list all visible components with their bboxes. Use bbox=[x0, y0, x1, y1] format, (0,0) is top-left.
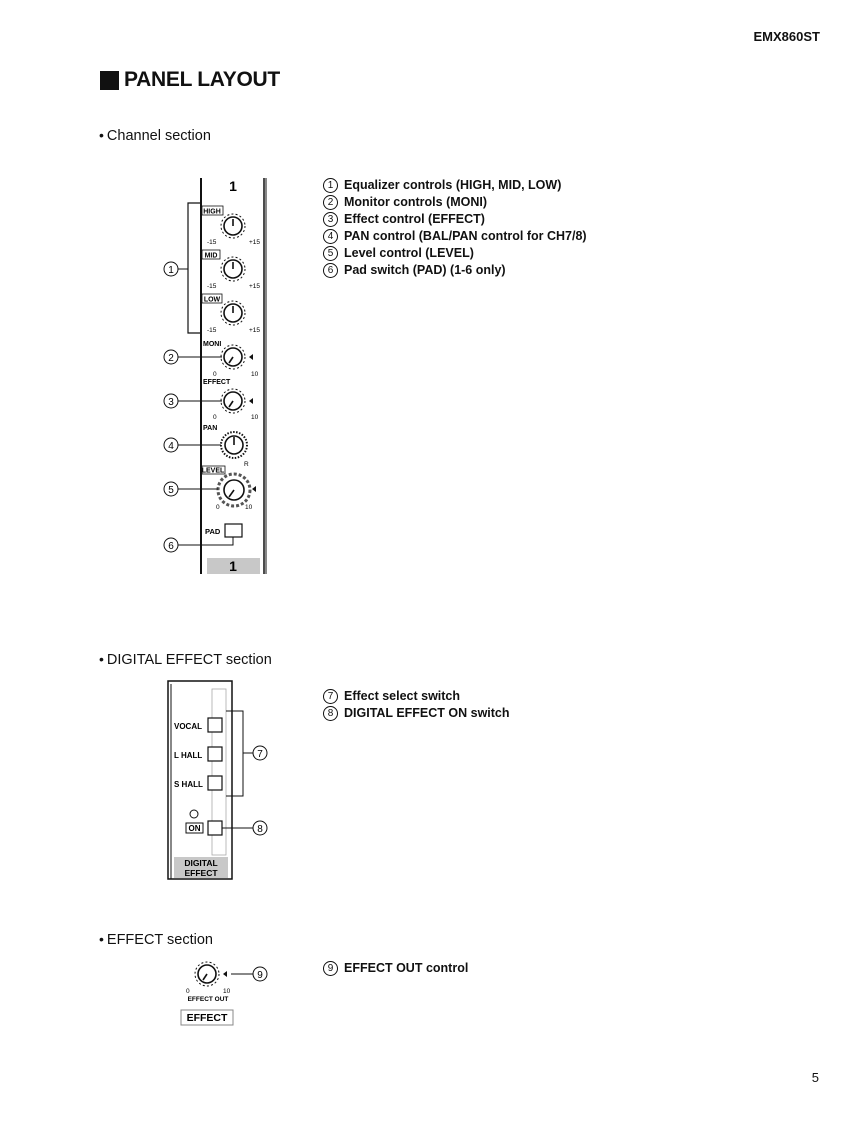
eq-mid-max: +15 bbox=[249, 283, 261, 290]
callout-1: 1 bbox=[168, 265, 174, 276]
level-label: LEVEL bbox=[201, 467, 225, 475]
eq-mid-knob[interactable] bbox=[202, 250, 260, 290]
callout-9: 9 bbox=[257, 970, 263, 981]
moni-knob[interactable] bbox=[203, 341, 259, 378]
model-name: EMX860ST bbox=[753, 29, 820, 44]
moni-min: 0 bbox=[213, 371, 217, 378]
effect-callouts bbox=[253, 967, 267, 981]
callout-4: 4 bbox=[168, 441, 174, 452]
eq-low-max: +15 bbox=[249, 327, 261, 334]
page-number: 5 bbox=[811, 1070, 819, 1085]
s-hall-switch[interactable] bbox=[174, 776, 222, 790]
s-hall-label: S HALL bbox=[174, 780, 203, 789]
pan-knob[interactable] bbox=[203, 425, 249, 468]
pad-label: PAD bbox=[205, 527, 221, 536]
pan-label: PAN bbox=[203, 425, 218, 432]
desc-item-8: 8 DIGITAL EFFECT ON switch bbox=[323, 705, 510, 722]
desc-item-9: 9 EFFECT OUT control bbox=[323, 960, 468, 977]
eq-high-max: +15 bbox=[249, 239, 261, 246]
digital-effect-section-heading: • DIGITAL EFFECT section bbox=[99, 651, 272, 668]
effect-panel-label: EFFECT bbox=[186, 1012, 228, 1024]
channel-number-bottom-plate bbox=[207, 558, 260, 574]
page-title: PANEL LAYOUT bbox=[124, 68, 280, 91]
digital-effect-callouts bbox=[253, 746, 267, 835]
callout-8: 8 bbox=[257, 824, 263, 835]
eq-low-min: -15 bbox=[207, 327, 217, 334]
callout-5: 5 bbox=[168, 485, 174, 496]
moni-max: 10 bbox=[251, 371, 259, 378]
desc-item-2: 2 Monitor controls (MONI) bbox=[323, 194, 587, 211]
eq-high-label: HIGH bbox=[203, 208, 221, 216]
callout-2: 2 bbox=[168, 353, 174, 364]
eq-mid-min: -15 bbox=[207, 283, 217, 290]
digital-effect-label-plate bbox=[174, 857, 228, 878]
channel-callouts bbox=[164, 262, 178, 552]
eq-high-min: -15 bbox=[207, 239, 217, 246]
callout-6: 6 bbox=[168, 541, 174, 552]
callout-7: 7 bbox=[257, 749, 263, 760]
effect-send-min: 0 bbox=[213, 414, 217, 421]
effect-label-plate bbox=[181, 1010, 233, 1025]
digital-effect-section-heading-text: DIGITAL EFFECT section bbox=[106, 652, 272, 668]
l-hall-label: L HALL bbox=[174, 751, 203, 760]
effect-send-max: 10 bbox=[251, 414, 259, 421]
level-min: 0 bbox=[216, 504, 220, 511]
eq-bracket bbox=[188, 203, 201, 333]
channel-number-bottom: 1 bbox=[229, 558, 237, 574]
channel-number-top: 1 bbox=[229, 178, 237, 194]
vocal-label: VOCAL bbox=[174, 722, 202, 731]
digital-effect-label-2: EFFECT bbox=[184, 868, 218, 878]
effect-section-heading: • EFFECT section bbox=[99, 931, 214, 948]
on-indicator-led bbox=[190, 810, 198, 818]
digital-effect-label-1: DIGITAL bbox=[184, 858, 218, 868]
eq-low-knob[interactable] bbox=[202, 294, 260, 334]
on-label: ON bbox=[188, 824, 201, 833]
digital-effect-on-switch[interactable] bbox=[186, 821, 222, 835]
effect-out-knob[interactable] bbox=[186, 962, 231, 1003]
desc-item-4: 4 PAN control (BAL/PAN control for CH7/8) bbox=[323, 228, 587, 245]
channel-section-heading: • Channel section bbox=[99, 127, 211, 144]
l-hall-switch[interactable] bbox=[174, 747, 222, 761]
effect-out-max: 10 bbox=[223, 988, 231, 995]
pan-right-label: R bbox=[244, 461, 249, 468]
eq-low-label: LOW bbox=[203, 296, 221, 304]
desc-item-7: 7 Effect select switch bbox=[323, 688, 510, 705]
desc-item-1: 1 Equalizer controls (HIGH, MID, LOW) bbox=[323, 177, 587, 194]
digital-effect-callout-lines bbox=[222, 711, 253, 828]
desc-item-6: 6 Pad switch (PAD) (1-6 only) bbox=[323, 262, 587, 279]
effect-out-min: 0 bbox=[186, 988, 190, 995]
effect-send-label: EFFECT bbox=[203, 379, 231, 386]
pad-switch[interactable] bbox=[205, 524, 242, 537]
callout-3: 3 bbox=[168, 397, 174, 408]
level-max: 10 bbox=[245, 504, 253, 511]
vocal-switch[interactable] bbox=[174, 718, 222, 732]
channel-section-heading-text: Channel section bbox=[106, 128, 211, 144]
effect-out-label: EFFECT OUT bbox=[187, 996, 229, 1003]
eq-mid-label: MID bbox=[204, 252, 218, 260]
desc-item-3: 3 Effect control (EFFECT) bbox=[323, 211, 587, 228]
moni-label: MONI bbox=[203, 341, 222, 348]
effect-section-heading-text: EFFECT section bbox=[106, 932, 214, 948]
desc-item-5: 5 Level control (LEVEL) bbox=[323, 245, 587, 262]
eq-high-knob[interactable] bbox=[202, 206, 260, 246]
effect-send-knob[interactable] bbox=[203, 379, 259, 421]
